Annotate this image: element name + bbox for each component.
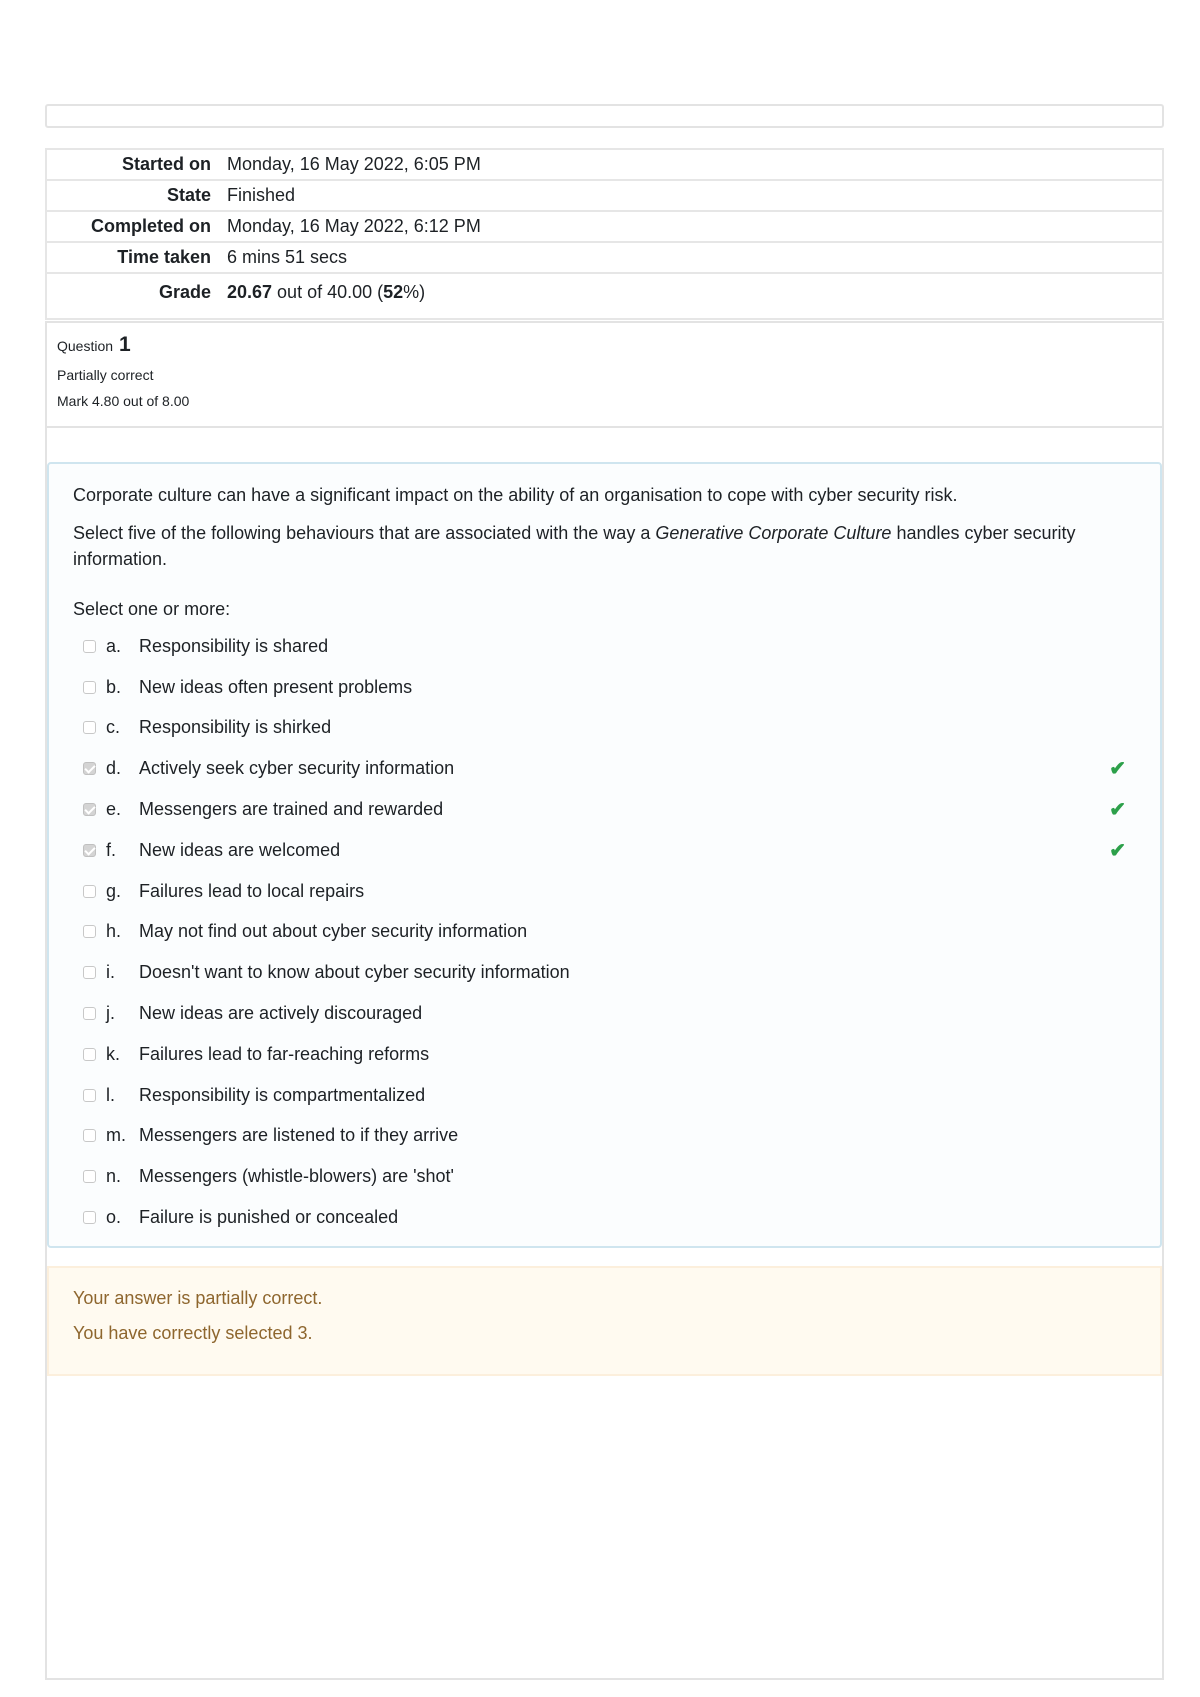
- summary-row-completed: [47, 212, 1162, 243]
- answer-option: [73, 1034, 1136, 1075]
- answer-option: [73, 626, 1136, 667]
- question-formulation: [47, 462, 1162, 1248]
- feedback-line-2: You have correctly selected 3.: [73, 1323, 313, 1343]
- summary-row-grade: [47, 274, 1162, 320]
- answer-option: [73, 1075, 1136, 1116]
- answer-option: [73, 871, 1136, 912]
- summary-value: 6 mins 51 secs: [227, 247, 348, 267]
- answer-checkbox[interactable]: [83, 681, 96, 694]
- answer-checkbox[interactable]: [83, 1007, 96, 1020]
- check-icon: ✔: [1109, 799, 1126, 822]
- summary-value: Monday, 16 May 2022, 6:12 PM: [227, 216, 481, 236]
- quiz-summary-table: [45, 148, 1164, 320]
- answer-letter: l.: [106, 1084, 115, 1105]
- answer-checkbox[interactable]: [83, 885, 96, 898]
- answer-text: Responsibility is shirked: [139, 717, 332, 738]
- grade-end: %): [403, 282, 426, 302]
- question-text-2-pre: Select five of the following behaviours that are associated with the way a: [73, 523, 656, 543]
- check-icon: ✔: [1109, 758, 1126, 781]
- summary-row-started: [47, 150, 1162, 181]
- answer-text: Failure is punished or concealed: [139, 1207, 399, 1228]
- answer-letter: h.: [106, 921, 122, 942]
- question-number-value: 1: [119, 333, 131, 356]
- answer-checkbox[interactable]: [83, 925, 96, 938]
- summary-label: Completed on: [91, 216, 211, 236]
- grade-middle: out of 40.00 (: [272, 282, 384, 302]
- answer-text: Responsibility is shared: [139, 635, 329, 656]
- question-info: [45, 321, 1164, 428]
- answer-letter: m.: [106, 1125, 126, 1146]
- question-text-2-emphasis: Generative Corporate Culture: [655, 523, 892, 543]
- answer-option: [73, 993, 1136, 1034]
- answer-text: Failures lead to far-reaching reforms: [139, 1043, 430, 1064]
- question-text-1: Corporate culture can have a significant impact on the ability of an organisation to cope with cyber security risk.: [73, 485, 958, 505]
- answer-text: Messengers (whistle-blowers) are 'shot': [139, 1166, 454, 1187]
- summary-value: Monday, 16 May 2022, 6:05 PM: [227, 154, 481, 174]
- summary-row-time-taken: [47, 243, 1162, 274]
- answer-checkbox[interactable]: [83, 1089, 96, 1102]
- answer-text: Responsibility is compartmentalized: [139, 1084, 426, 1105]
- question-text-2-post: handles cyber security information.: [73, 523, 1076, 569]
- answer-letter: e.: [106, 799, 122, 820]
- summary-label: State: [166, 185, 211, 205]
- answer-text: Doesn't want to know about cyber security information: [139, 962, 570, 983]
- question-text-2: [73, 520, 1136, 572]
- question-prefix: Question: [57, 338, 114, 354]
- summary-value: Finished: [227, 185, 296, 205]
- answer-option: [73, 912, 1136, 953]
- answer-option: [73, 1156, 1136, 1197]
- answer-letter: a.: [106, 635, 122, 656]
- question-mark: Mark 4.80 out of 8.00: [57, 393, 190, 409]
- summary-row-state: [47, 181, 1162, 212]
- answer-letter: j.: [106, 1003, 115, 1024]
- summary-label: Started on: [121, 154, 211, 174]
- answer-checkbox[interactable]: [83, 1048, 96, 1061]
- answer-text: New ideas often present problems: [139, 676, 413, 697]
- answer-letter: c.: [106, 717, 121, 738]
- answer-list: [73, 626, 1136, 1238]
- answer-letter: g.: [106, 880, 122, 901]
- answer-checkbox[interactable]: [83, 1211, 96, 1224]
- answer-checkbox[interactable]: [83, 1170, 96, 1183]
- answer-checkbox[interactable]: [83, 844, 96, 857]
- answer-text: New ideas are actively discouraged: [139, 1003, 423, 1024]
- grade-score: 20.67: [227, 282, 273, 302]
- answer-letter: d.: [106, 758, 122, 779]
- feedback-box: [47, 1266, 1162, 1376]
- question-number: [57, 333, 1162, 357]
- answer-letter: n.: [106, 1166, 122, 1187]
- answer-option: [73, 789, 1136, 830]
- summary-label: Time taken: [117, 247, 211, 267]
- answer-option: [73, 1197, 1136, 1238]
- answer-letter: b.: [106, 676, 122, 697]
- answer-checkbox[interactable]: [83, 803, 96, 816]
- check-icon: ✔: [1109, 839, 1126, 862]
- header-box: [45, 104, 1164, 128]
- answer-letter: f.: [106, 839, 117, 860]
- answer-text: Messengers are listened to if they arrive: [139, 1125, 459, 1146]
- answer-checkbox[interactable]: [83, 640, 96, 653]
- answer-option: [73, 952, 1136, 993]
- answer-option: [73, 667, 1136, 708]
- answer-prompt: Select one or more:: [73, 599, 231, 619]
- answer-option: [73, 708, 1136, 749]
- question-state: Partially correct: [57, 367, 154, 383]
- answer-option: [73, 748, 1136, 789]
- answer-letter: o.: [106, 1207, 122, 1228]
- summary-label: Grade: [158, 282, 211, 302]
- answer-option: [73, 830, 1136, 871]
- answer-letter: k.: [106, 1043, 121, 1064]
- grade-value: [227, 282, 425, 303]
- answer-option: [73, 1116, 1136, 1157]
- answer-checkbox[interactable]: [83, 966, 96, 979]
- answer-text: Messengers are trained and rewarded: [139, 799, 444, 820]
- answer-checkbox[interactable]: [83, 762, 96, 775]
- answer-text: Failures lead to local repairs: [139, 880, 365, 901]
- answer-checkbox[interactable]: [83, 721, 96, 734]
- grade-percent: 52: [383, 282, 404, 302]
- feedback-line-1: Your answer is partially correct.: [73, 1288, 323, 1308]
- answer-letter: i.: [106, 962, 115, 983]
- answer-checkbox[interactable]: [83, 1129, 96, 1142]
- answer-text: Actively seek cyber security information: [139, 758, 455, 779]
- answer-text: May not find out about cyber security information: [139, 921, 528, 942]
- answer-text: New ideas are welcomed: [139, 839, 341, 860]
